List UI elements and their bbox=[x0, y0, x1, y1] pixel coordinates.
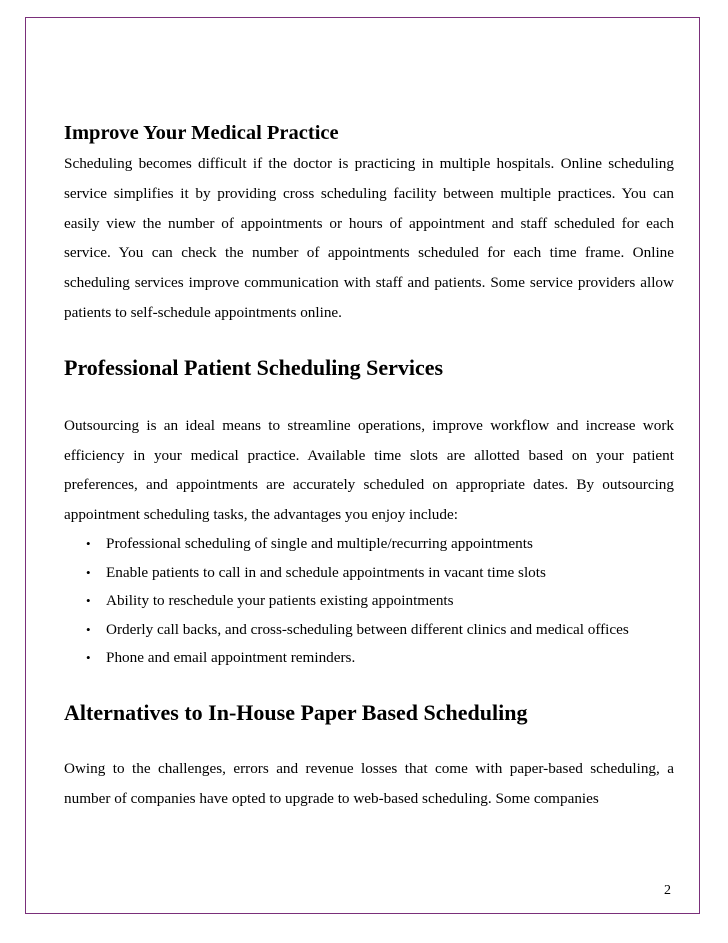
bullet-icon: • bbox=[86, 564, 91, 580]
document-body bbox=[64, 119, 674, 814]
heading-alternatives: Alternatives to In-House Paper Based Scheduling bbox=[64, 699, 528, 725]
paragraph-professional-scheduling: Outsourcing is an ideal means to streamline operations, improve workflow and increase work efficiency in your medical practice. Available time slots are allotted based on your patient preferences, and appointments are accurately scheduled on appropriate dates. By outsourcing appointment scheduling tasks, the advantages you enjoy include: bbox=[64, 416, 674, 524]
list-item: • Phone and email appointment reminders. bbox=[64, 644, 674, 673]
heading-professional-scheduling: Professional Patient Scheduling Services bbox=[64, 354, 444, 380]
bullet-icon: • bbox=[86, 535, 91, 551]
bullet-icon: • bbox=[86, 593, 91, 609]
heading-improve-practice: Improve Your Medical Practice bbox=[64, 122, 339, 144]
list-item: • Orderly call backs, and cross-scheduling between different clinics and medical offices bbox=[64, 616, 674, 645]
advantages-list bbox=[64, 530, 674, 673]
paragraph-alternatives: Owing to the challenges, errors and revenue losses that come with paper-based scheduling, a number of companies have opted to upgrade to web-based scheduling. Some companies bbox=[64, 759, 674, 807]
bullet-icon: • bbox=[86, 650, 91, 666]
list-item: • Enable patients to call in and schedule appointments in vacant time slots bbox=[64, 559, 674, 588]
list-item: • Ability to reschedule your patients existing appointments bbox=[64, 587, 674, 616]
page-number: 2 bbox=[664, 883, 671, 898]
list-item: • Professional scheduling of single and multiple/recurring appointments bbox=[64, 530, 674, 559]
bullet-icon: • bbox=[86, 621, 91, 637]
paragraph-improve-practice: Scheduling becomes difficult if the doctor is practicing in multiple hospitals. Online scheduling service simplifies it by providing cross scheduling facility between multiple practices. You can easily view the number of appointments or hours of appointment and staff scheduled for each service. You can check the number of appointments scheduled for each time frame. Online scheduling services improve communication with staff and patients. Some service providers allow patients to self-schedule appointments online. bbox=[64, 155, 674, 321]
